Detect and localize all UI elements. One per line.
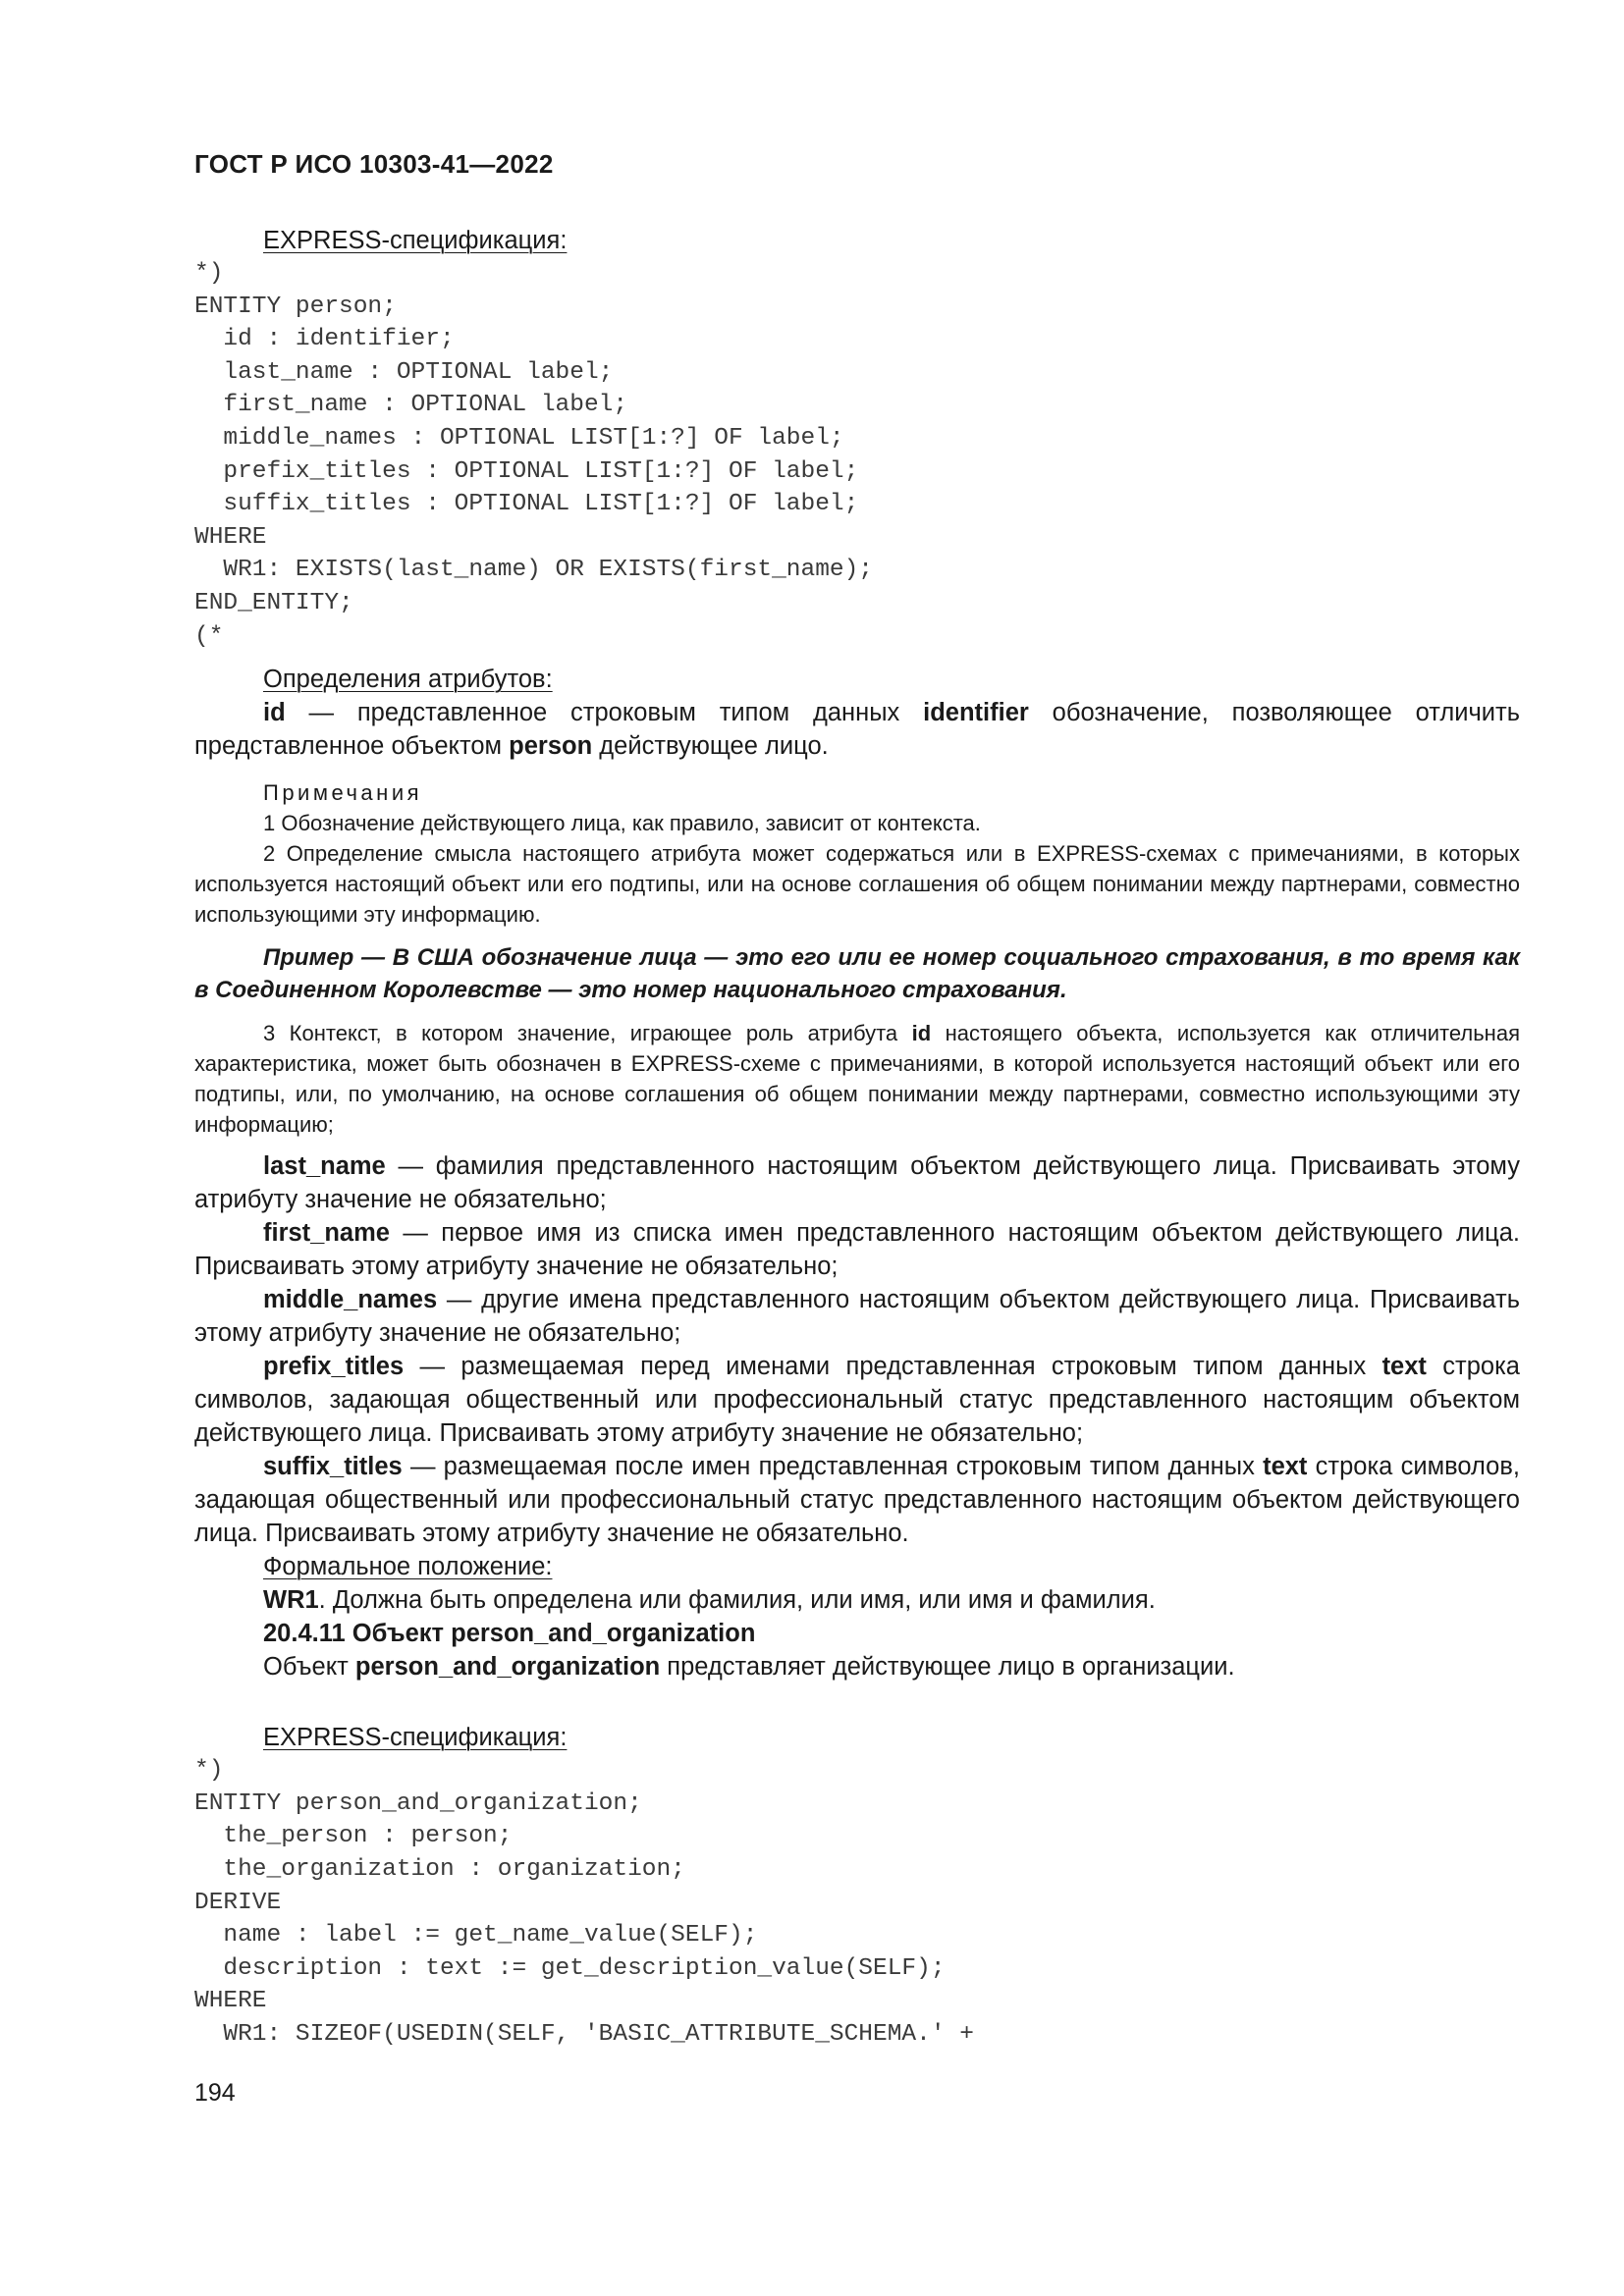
first-name-term: first_name xyxy=(263,1219,390,1248)
prefix-titles-text-1: — размещаемая перед именами представленная строковым типом данных xyxy=(404,1353,1382,1381)
id-term: id xyxy=(263,699,286,727)
code-block-person: *) ENTITY person; id : identifier; last_name : OPTIONAL label; first_name : OPTIONAL label; middle_names : OPTIONAL LIST[1:?] OF label; prefix_titles : OPTIONAL LIST[1:?] OF label; suffix_titles : OPTIONAL LIST[1:?] OF label; WHERE WR1: EXISTS(last_name) OR EXISTS(first_name); END_ENTITY; (* xyxy=(194,260,874,650)
id-def-text-1: — представленное строковым типом данных xyxy=(285,699,924,727)
prefix-titles-text-type: text xyxy=(1381,1353,1427,1381)
attr-prefix-titles xyxy=(194,1350,1520,1450)
code-block-person-and-organization: *) ENTITY person_and_organization; the_person : person; the_organization : organization; DERIVE name : label := get_name_value(SELF); description : text := get_description_value(SELF); WHERE WR1: SIZEOF(USEDIN(SELF, 'BASIC_ATTRIBUTE_SCHEMA.' + xyxy=(194,1757,974,2048)
attr-middle-names xyxy=(194,1283,1520,1350)
express-spec-heading-2: EXPRESS-спецификация: xyxy=(263,1724,568,1752)
attr-last-name xyxy=(194,1149,1520,1216)
middle-names-term: middle_names xyxy=(263,1286,438,1314)
page-content xyxy=(194,224,1520,2051)
attr-first-name xyxy=(194,1216,1520,1283)
note-3-id: id xyxy=(911,1021,932,1046)
note-3-text-a: 3 Контекст, в котором значение, играющее роль атрибута xyxy=(263,1021,912,1046)
section-intro xyxy=(194,1650,1520,1683)
section-heading: 20.4.11 Объект person_and_organization xyxy=(263,1620,756,1648)
prefix-titles-term: prefix_titles xyxy=(263,1353,405,1381)
example-text: Пример — В США обозначение лица — это его или ее номер социального страхования, в то время как в Соединенном Королевстве — это номер национального страхования. xyxy=(194,944,1520,1004)
note-3-text-c: настоящего объекта, используется как отличительная характеристика, может быть обозначен в EXPRESS-схеме с примечаниями, в которой используется настоящий объект или его подтипы, или, по умолчанию, на основе соглашения об общем понимании между партнерами, совместно использующими эту информацию; xyxy=(194,1021,1520,1138)
wr1-term: WR1 xyxy=(263,1586,319,1615)
last-name-term: last_name xyxy=(263,1152,386,1181)
section-intro-entity: person_and_organization xyxy=(354,1653,661,1682)
note-3 xyxy=(194,1018,1520,1140)
suffix-titles-text-type: text xyxy=(1263,1453,1308,1481)
prefix-titles-text-2: строка символов, задающая общественный или профессиональный статус представленного настоящим объектом действующего лица. Присваивать этому атрибуту значение не обязательно; xyxy=(194,1353,1520,1448)
note-2: 2 Определение смысла настоящего атрибута может содержаться или в EXPRESS-схемах с примечаниями, в которых используется настоящий объект или его подтипы, или на основе соглашения об общем понимании между партнерами, совместно использующими эту информацию. xyxy=(194,841,1520,928)
attr-suffix-titles xyxy=(194,1450,1520,1550)
id-def-person: person xyxy=(509,732,593,761)
id-def-text-2: обозначение, позволяющее отличить представленное объектом xyxy=(194,699,1520,761)
section-intro-c: представляет действующее лицо в организации. xyxy=(660,1653,1235,1682)
suffix-titles-text-1: — размещаемая после имен представленная строковым типом данных xyxy=(402,1453,1264,1481)
express-spec-heading: EXPRESS-спецификация: xyxy=(263,227,568,254)
formal-propositions-heading: Формальное положение: xyxy=(263,1553,553,1581)
wr1-text: . Должна быть определена или фамилия, или имя, или имя и фамилия. xyxy=(318,1586,1156,1615)
middle-names-text: — другие имена представленного настоящим объектом действующего лица. Присваивать этому атрибуту значение не обязательно; xyxy=(194,1286,1520,1348)
note-1: 1 Обозначение действующего лица, как правило, зависит от контекста. xyxy=(263,811,981,836)
id-definition xyxy=(194,696,1520,763)
standard-header: ГОСТ Р ИСО 10303-41—2022 xyxy=(194,149,554,179)
wr1-rule xyxy=(194,1583,1520,1617)
section-intro-a: Объект xyxy=(263,1653,355,1682)
attribute-definitions-heading: Определения атрибутов: xyxy=(263,666,553,694)
page-number: 194 xyxy=(194,2079,236,2107)
suffix-titles-term: suffix_titles xyxy=(263,1453,403,1481)
first-name-text: — первое имя из списка имен представленного настоящим объектом действующего лица. Присваивать этому атрибуту значение не обязательно; xyxy=(194,1219,1520,1281)
last-name-text: — фамилия представленного настоящим объектом действующего лица. Присваивать этому атрибуту значение не обязательно; xyxy=(194,1152,1520,1214)
suffix-titles-text-2: строка символов, задающая общественный или профессиональный статус представленного настоящим объектом действующего лица. Присваивать этому атрибуту значение не обязательно. xyxy=(194,1453,1520,1548)
id-def-identifier: identifier xyxy=(923,699,1029,727)
notes-title: Примечания xyxy=(263,780,423,806)
id-def-text-3: действующее лицо. xyxy=(592,732,829,761)
